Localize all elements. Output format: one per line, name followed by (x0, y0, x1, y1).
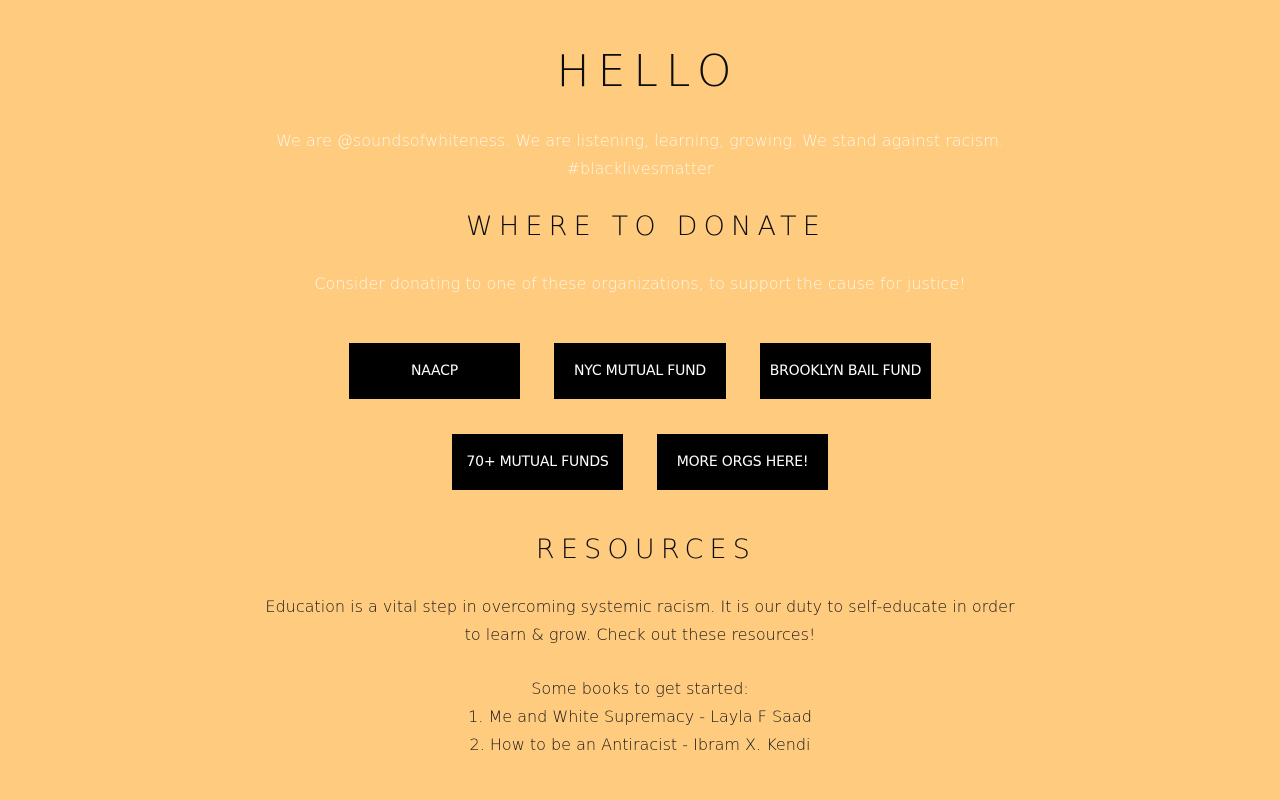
resources-description-line: Education is a vital step in overcoming systemic racism. It is our duty to self-educate in order (265, 597, 1015, 616)
books-list (0, 675, 1280, 759)
intro-text (0, 127, 1280, 183)
resources-description-line: to learn & grow. Check out these resources! (464, 625, 816, 644)
book-item: 2. How to be an Antiracist - Ibram X. Kendi (469, 735, 811, 754)
book-item: 1. Me and White Supremacy - Layla F Saad (468, 707, 812, 726)
nyc-mutual-fund-button[interactable]: NYC MUTUAL FUND (554, 343, 726, 399)
hello-heading: HELLO (556, 46, 740, 97)
naacp-button[interactable]: NAACP (349, 343, 520, 399)
brooklyn-bail-fund-button[interactable]: BROOKLYN BAIL FUND (760, 343, 931, 399)
hashtag-text: #blacklivesmatter (566, 159, 714, 178)
resources-heading: RESOURCES (535, 534, 757, 565)
intro-line: We are @soundsofwhiteness. We are listening, learning, growing. We stand against racism. (276, 131, 1004, 150)
resources-description (0, 593, 1280, 649)
where-to-donate-heading: WHERE TO DONATE (466, 211, 826, 242)
donate-description: Consider donating to one of these organizations, to support the cause for justice! (314, 274, 966, 293)
books-heading: Some books to get started: (531, 679, 749, 698)
mutual-funds-button[interactable]: 70+ MUTUAL FUNDS (452, 434, 623, 490)
more-orgs-button[interactable]: MORE ORGS HERE! (657, 434, 828, 490)
